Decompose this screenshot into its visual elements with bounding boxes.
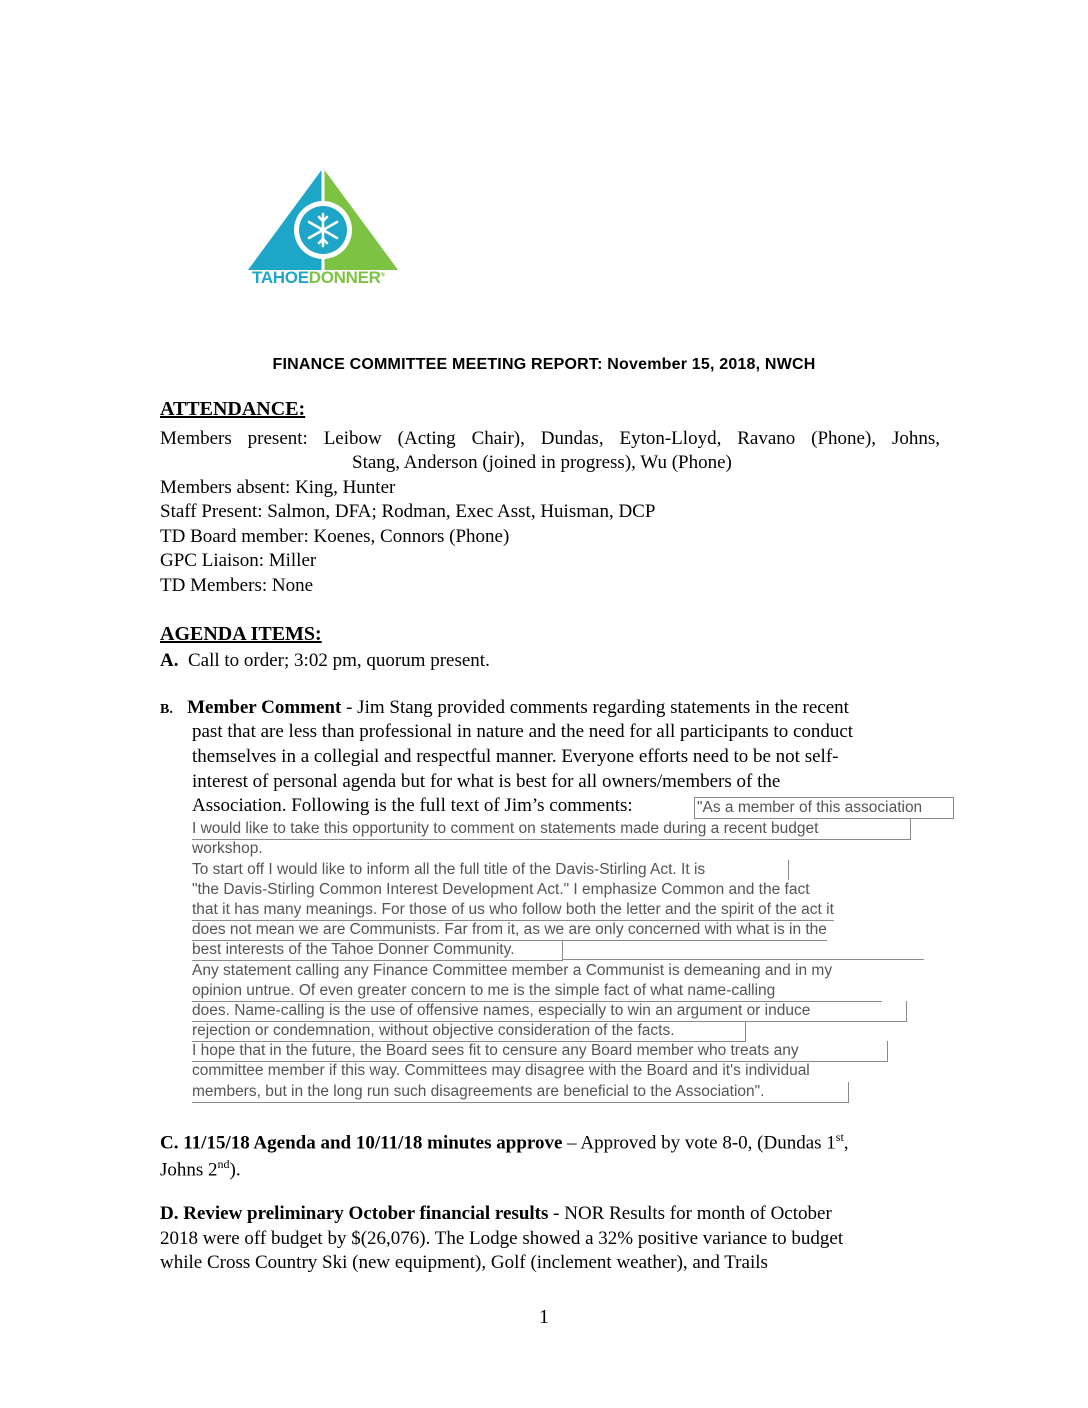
quote-line: does not mean we are Communists. Far from it, as we are only concerned with what is in the xyxy=(192,920,827,941)
quote-line: committee member if this way. Committees may disagree with the Board and it's individual xyxy=(192,1062,810,1079)
quote-line: does. Name-calling is the use of offensive names, especially to win an argument or induce xyxy=(192,1001,907,1022)
quote-line: workshop. xyxy=(192,840,263,857)
attendance-heading: ATTENDANCE: xyxy=(160,398,306,420)
quote-divider xyxy=(562,959,924,960)
quote-line: best interests of the Tahoe Donner Community. xyxy=(192,940,563,961)
quote-line: "the Davis-Stirling Common Interest Development Act." I emphasize Common and the fact xyxy=(192,881,810,898)
agenda-item-d-line1: D. Review preliminary October financial results - NOR Results for month of October xyxy=(160,1203,832,1224)
quote-line: rejection or condemnation, without objective consideration of the facts. xyxy=(192,1021,746,1042)
board-member: TD Board member: Koenes, Connors (Phone) xyxy=(160,526,510,547)
quote-line: opinion untrue. Of even greater concern to me is the simple fact of what name-calling xyxy=(192,981,882,1002)
quote-line: that it has many meanings. For those of us who follow both the letter and the spirit of the act it xyxy=(192,900,834,921)
agenda-item-b-line2: past that are less than professional in nature and the need for all participants to conduct xyxy=(192,721,854,742)
quote-line: I hope that in the future, the Board sees fit to censure any Board member who treats any xyxy=(192,1041,888,1062)
agenda-item-c-line1: C. 11/15/18 Agenda and 10/11/18 minutes approve – Approved by vote 8-0, (Dundas 1st, xyxy=(160,1130,849,1154)
logo-wordmark: TAHOEDONNER® xyxy=(252,268,385,287)
agenda-heading: AGENDA ITEMS: xyxy=(160,623,322,645)
agenda-item-a: A. Call to order; 3:02 pm, quorum present. xyxy=(160,650,490,671)
td-members: TD Members: None xyxy=(160,575,314,596)
agenda-item-b-line3: themselves in a collegial and respectful manner. Everyone efforts need to be not self- xyxy=(192,746,839,767)
quote-line: "As a member of this association xyxy=(694,797,954,819)
report-title: FINANCE COMMITTEE MEETING REPORT: November 15, 2018, NWCH xyxy=(272,356,816,373)
quote-line: Any statement calling any Finance Committee member a Communist is demeaning and in my xyxy=(192,962,833,979)
members-present-line1: Members present: Leibow (Acting Chair), Dundas, Eyton-Lloyd, Ravano (Phone), Johns, xyxy=(160,428,940,449)
quote-line: members, but in the long run such disagreements are beneficial to the Association". xyxy=(192,1082,849,1103)
quote-line: I would like to take this opportunity to comment on statements made during a recent budget xyxy=(192,819,911,840)
gpc-liaison: GPC Liaison: Miller xyxy=(160,550,317,571)
members-absent: Members absent: King, Hunter xyxy=(160,477,396,498)
agenda-item-d-line2: 2018 were off budget by $(26,076). The Lodge showed a 32% positive variance to budget xyxy=(160,1228,844,1249)
agenda-item-c-line2: Johns 2nd). xyxy=(160,1157,241,1181)
agenda-item-b-line1: B. Member Comment - Jim Stang provided comments regarding statements in the recent xyxy=(160,697,849,718)
agenda-item-d-line3: while Cross Country Ski (new equipment), Golf (inclement weather), and Trails xyxy=(160,1252,768,1273)
agenda-item-b-line4: interest of personal agenda but for what is best for all owners/members of the xyxy=(192,771,781,792)
page-number: 1 xyxy=(539,1306,549,1328)
members-present-line2: Stang, Anderson (joined in progress), Wu (Phone) xyxy=(352,452,732,473)
agenda-item-b-line5: Association. Following is the full text of Jim’s comments: xyxy=(192,795,633,816)
staff-present: Staff Present: Salmon, DFA; Rodman, Exec Asst, Huisman, DCP xyxy=(160,501,656,522)
quote-line: To start off I would like to inform all the full title of the Davis-Stirling Act. It is xyxy=(192,860,789,880)
